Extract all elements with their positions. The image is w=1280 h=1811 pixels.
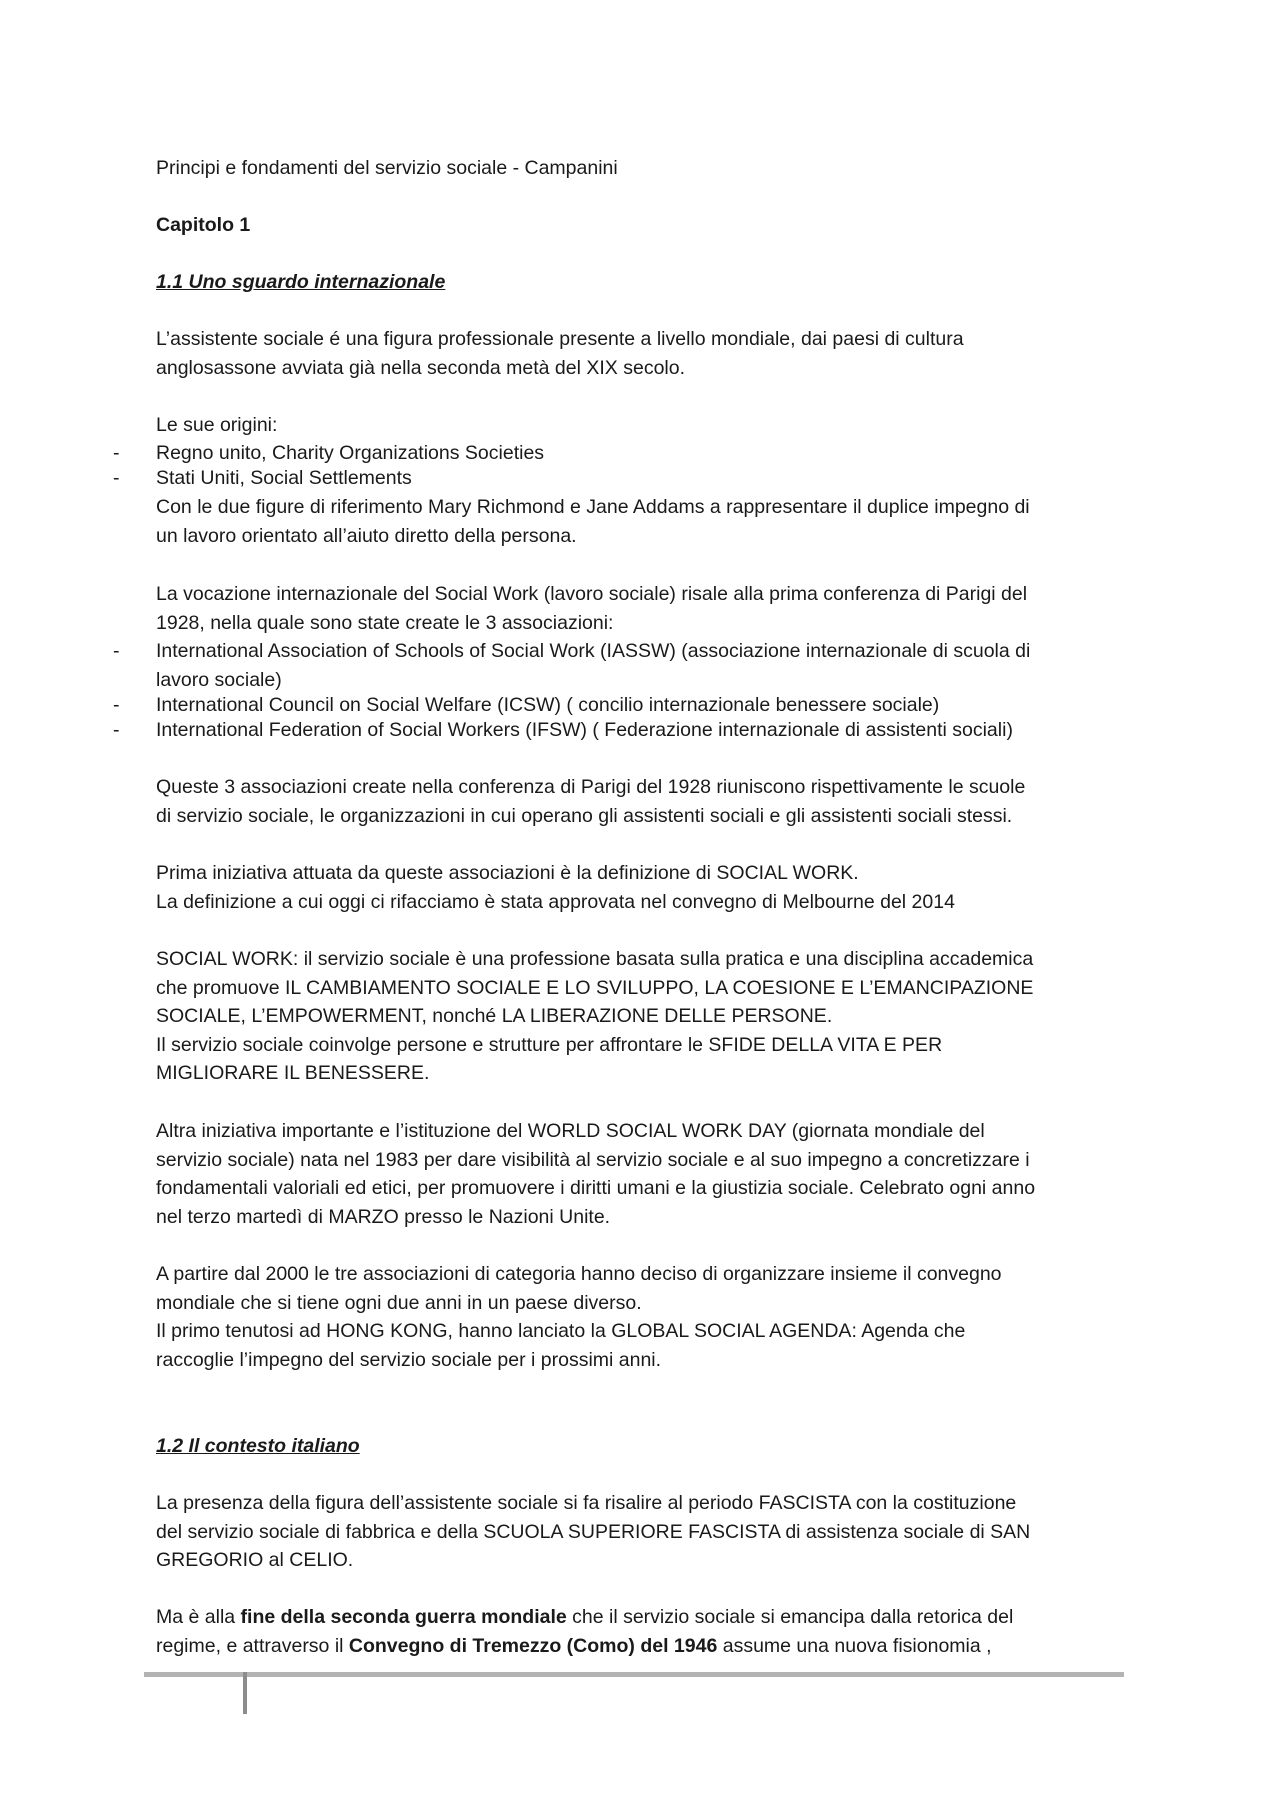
- paragraph-associations: [156, 773, 1136, 830]
- paragraph-line: del servizio sociale di fabbrica e della SCUOLA SUPERIORE FASCISTA di assistenza sociale di SAN: [156, 1520, 1031, 1543]
- paragraph-line: anglosassone avviata già nella seconda metà del XIX secolo.: [156, 356, 686, 379]
- paragraph-social-work: [156, 945, 1136, 1088]
- paragraph-line: GREGORIO al CELIO.: [156, 1549, 354, 1571]
- list-bullet: -: [113, 694, 120, 716]
- paragraph-line: SOCIAL WORK: il servizio sociale è una professione basata sulla pratica e una disciplina accademica: [156, 948, 1034, 970]
- paragraph-line: [156, 1632, 1136, 1661]
- paragraph-line: fondamentali valoriali ed etici, per promuovere i diritti umani e la giustizia sociale. Celebrato ogni anno: [156, 1177, 1036, 1199]
- text-run: Ma è alla: [156, 1606, 241, 1628]
- list-bullet: -: [113, 719, 120, 741]
- origins-item: Stati Uniti, Social Settlements: [156, 467, 412, 489]
- association-item: International Council on Social Welfare (ICSW) ( concilio internazionale benessere sociale): [156, 694, 940, 716]
- paragraph-line: MIGLIORARE IL BENESSERE.: [156, 1062, 430, 1084]
- list-bullet: -: [113, 640, 120, 662]
- paragraph-line: raccoglie l’impegno del servizio sociale per i prossimi anni.: [156, 1348, 662, 1371]
- paragraph-line: Il servizio sociale coinvolge persone e strutture per affrontare le SFIDE DELLA VITA E PER: [156, 1033, 943, 1056]
- section-heading-international: 1.1 Uno sguardo internazionale: [156, 271, 446, 293]
- text-run: assume una nuova fisionomia ,: [717, 1634, 992, 1657]
- paragraph-line: La vocazione internazionale del Social Work (lavoro sociale) risale alla prima conferenza di Parigi del: [156, 583, 1028, 605]
- association-line: International Association of Schools of Social Work (IASSW) (associazione internazionale di scuola di: [156, 640, 1031, 662]
- paragraph-italian-context: [156, 1489, 1136, 1575]
- list-bullet: -: [113, 467, 120, 489]
- section-heading-italian: 1.2 Il contesto italiano: [156, 1435, 360, 1457]
- origins-item: Regno unito, Charity Organizations Societies: [156, 442, 545, 464]
- paragraph-line: [156, 1603, 1136, 1632]
- origins-intro: Le sue origini:: [156, 414, 278, 436]
- footer-rule-stem: [243, 1672, 247, 1714]
- paragraph-line: Queste 3 associazioni create nella conferenza di Parigi del 1928 riuniscono rispettivamente le scuole: [156, 776, 1026, 798]
- chapter-title: Capitolo 1: [156, 214, 251, 236]
- paragraph-line: Con le due figure di riferimento Mary Richmond e Jane Addams a rappresentare il duplice impegno di: [156, 496, 1030, 518]
- paragraph-tremezzo: [156, 1603, 1136, 1660]
- paragraph-definition: [156, 859, 1136, 916]
- paragraph-line: di servizio sociale, le organizzazioni in cui operano gli assistenti sociali e gli assistenti sociali stessi.: [156, 804, 1013, 827]
- paragraph-line: L’assistente sociale é una figura professionale presente a livello mondiale, dai paesi di cultura: [156, 328, 964, 350]
- paragraph-2000: [156, 1260, 1136, 1374]
- text-run: che il servizio sociale si emancipa dalla retorica del: [566, 1606, 1014, 1628]
- paragraph-line: mondiale che si tiene ogni due anni in un paese diverso.: [156, 1291, 642, 1314]
- paragraph-line: La presenza della figura dell’assistente sociale si fa risalire al periodo FASCISTA con la costituzione: [156, 1492, 1017, 1514]
- bold-text-run: Convegno di Tremezzo (Como) del 1946: [348, 1634, 718, 1657]
- paragraph-line: A partire dal 2000 le tre associazioni di categoria hanno deciso di organizzare insieme il convegno: [156, 1263, 1002, 1285]
- paragraph-line: SOCIALE, L’EMPOWERMENT, nonché LA LIBERAZIONE DELLE PERSONE.: [156, 1005, 833, 1027]
- paragraph-line: 1928, nella quale sono state create le 3 associazioni:: [156, 611, 614, 634]
- paragraph-line: Prima iniziativa attuata da queste associazioni è la definizione di SOCIAL WORK.: [156, 862, 859, 884]
- paragraph-intro: [156, 325, 1136, 382]
- list-bullet: -: [113, 442, 120, 464]
- paragraph-vocation: [156, 580, 1136, 637]
- bold-text-run: fine della seconda guerra mondiale: [240, 1606, 567, 1628]
- paragraph-line: servizio sociale) nata nel 1983 per dare visibilità al servizio sociale e al suo impegno a concretizzare i: [156, 1148, 1030, 1171]
- footer-rule: [144, 1672, 1124, 1677]
- paragraph-line: La definizione a cui oggi ci rifacciamo è stata approvata nel convegno di Melbourne del 2014: [156, 890, 955, 913]
- paragraph-line: Altra iniziativa importante e l’istituzione del WORLD SOCIAL WORK DAY (giornata mondiale del: [156, 1120, 985, 1142]
- document-title: Principi e fondamenti del servizio sociale - Campanini: [156, 157, 618, 179]
- paragraph-world-social-work-day: [156, 1117, 1136, 1231]
- paragraph-line: Il primo tenutosi ad HONG KONG, hanno lanciato la GLOBAL SOCIAL AGENDA: Agenda che: [156, 1320, 966, 1342]
- paragraph-line: nel terzo martedì di MARZO presso le Nazioni Unite.: [156, 1205, 611, 1228]
- paragraph-origins-figures: [156, 493, 1136, 550]
- association-item: International Federation of Social Workers (IFSW) ( Federazione internazionale di assistenti sociali): [156, 719, 1013, 741]
- association-item: [156, 637, 1136, 694]
- text-run: regime, e attraverso il: [156, 1634, 349, 1657]
- association-line: lavoro sociale): [156, 668, 282, 691]
- paragraph-line: che promuove IL CAMBIAMENTO SOCIALE E LO SVILUPPO, LA COESIONE E L’EMANCIPAZIONE: [156, 976, 1034, 999]
- paragraph-line: un lavoro orientato all’aiuto diretto della persona.: [156, 524, 577, 547]
